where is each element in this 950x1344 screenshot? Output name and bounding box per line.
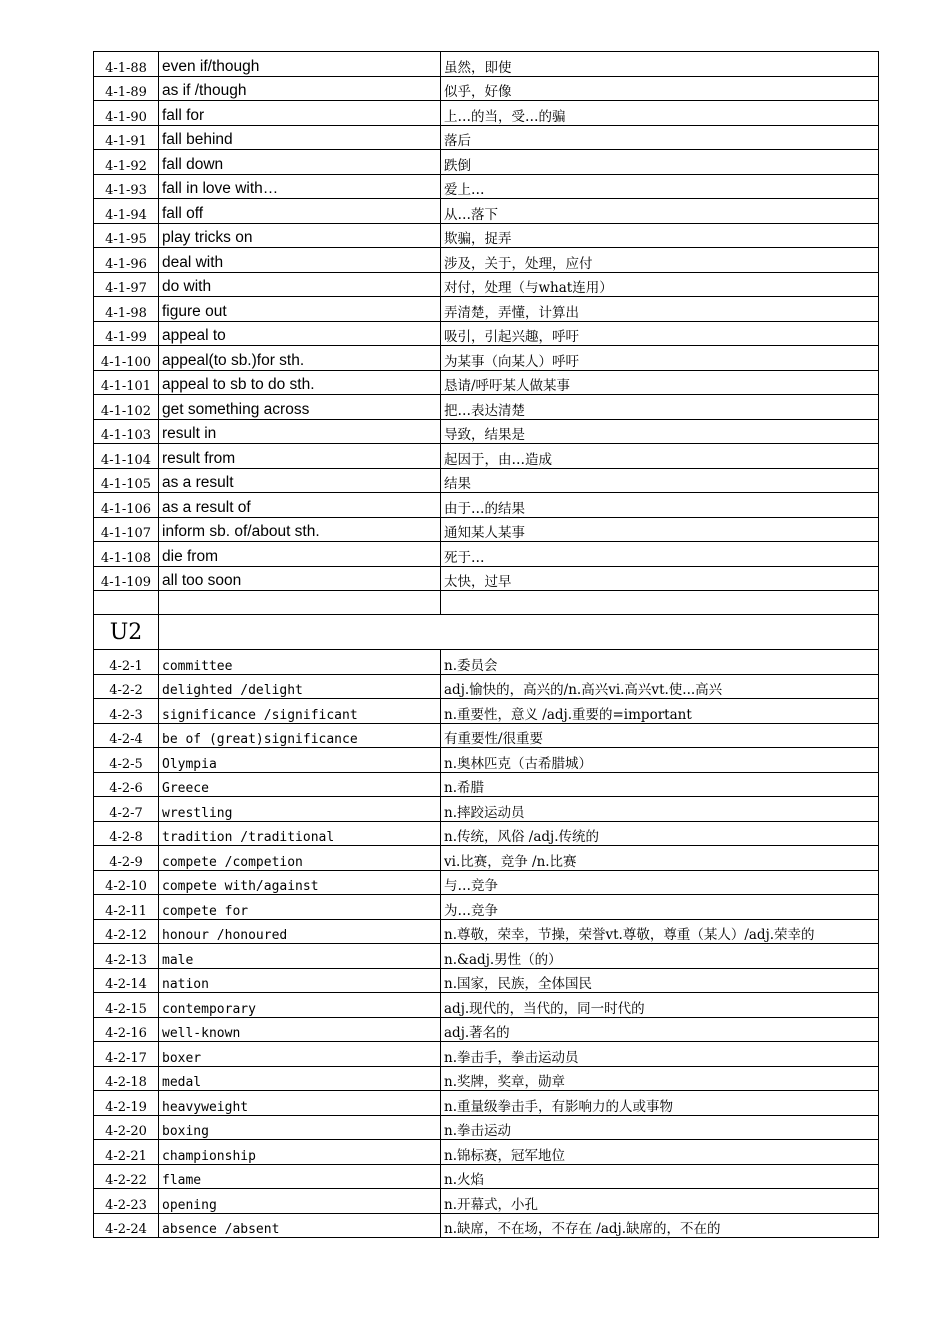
table-row — [94, 395, 879, 420]
entry-term: delighted /delight — [159, 674, 441, 699]
entry-meaning: 虽然，即使 — [441, 52, 879, 77]
entry-term: fall for — [159, 101, 441, 126]
entry-term: committee — [159, 650, 441, 675]
table-row — [94, 1164, 879, 1189]
entry-meaning: 死于… — [441, 542, 879, 567]
table-row — [94, 1213, 879, 1238]
table-row — [94, 321, 879, 346]
table-row — [94, 150, 879, 175]
entry-term: contemporary — [159, 993, 441, 1018]
vocabulary-table — [93, 51, 879, 1238]
entry-meaning: n.重要性，意义 /adj.重要的=important — [441, 699, 879, 724]
entry-meaning: 吸引，引起兴趣，呼吁 — [441, 321, 879, 346]
entry-meaning: 弄清楚，弄懂，计算出 — [441, 297, 879, 322]
table-row — [94, 542, 879, 567]
entry-term: boxer — [159, 1042, 441, 1067]
entry-id: 4-1-107 — [94, 517, 159, 542]
entry-meaning: 有重要性/很重要 — [441, 723, 879, 748]
entry-meaning: n.奥林匹克（古希腊城） — [441, 748, 879, 773]
entry-id: 4-1-100 — [94, 346, 159, 371]
entry-id: 4-1-96 — [94, 248, 159, 273]
table-row — [94, 248, 879, 273]
entry-id: 4-1-103 — [94, 419, 159, 444]
entry-id: 4-1-94 — [94, 199, 159, 224]
entry-id: 4-2-21 — [94, 1140, 159, 1165]
table-row — [94, 223, 879, 248]
table-row — [94, 650, 879, 675]
entry-meaning: n.火焰 — [441, 1164, 879, 1189]
entry-id: 4-2-13 — [94, 944, 159, 969]
entry-id: 4-1-101 — [94, 370, 159, 395]
entry-term: championship — [159, 1140, 441, 1165]
entry-term: appeal to — [159, 321, 441, 346]
entry-term: even if/though — [159, 52, 441, 77]
entry-meaning: adj.著名的 — [441, 1017, 879, 1042]
entry-term: all too soon — [159, 566, 441, 591]
entry-id: 4-1-99 — [94, 321, 159, 346]
entry-id: 4-2-11 — [94, 895, 159, 920]
table-row — [94, 297, 879, 322]
table-row — [94, 1189, 879, 1214]
entry-id: 4-1-109 — [94, 566, 159, 591]
table-row — [94, 566, 879, 591]
entry-id: 4-1-106 — [94, 493, 159, 518]
entry-term: do with — [159, 272, 441, 297]
table-row — [94, 1091, 879, 1116]
entry-id: 4-2-19 — [94, 1091, 159, 1116]
table-row — [94, 101, 879, 126]
entry-id: 4-2-5 — [94, 748, 159, 773]
entry-id: 4-1-104 — [94, 444, 159, 469]
entry-term: flame — [159, 1164, 441, 1189]
entry-id: 4-1-102 — [94, 395, 159, 420]
entry-term: fall behind — [159, 125, 441, 150]
entry-id: 4-1-91 — [94, 125, 159, 150]
entry-id: 4-2-6 — [94, 772, 159, 797]
entry-term: compete /competion — [159, 846, 441, 871]
table-row — [94, 468, 879, 493]
entry-meaning: 通知某人某事 — [441, 517, 879, 542]
entry-meaning: 从…落下 — [441, 199, 879, 224]
entry-id: 4-1-98 — [94, 297, 159, 322]
entry-term: heavyweight — [159, 1091, 441, 1116]
blank-row — [94, 591, 879, 615]
entry-term: result in — [159, 419, 441, 444]
entry-term: be of (great)significance — [159, 723, 441, 748]
entry-meaning: n.&adj.男性（的） — [441, 944, 879, 969]
entry-term: figure out — [159, 297, 441, 322]
entry-id: 4-2-7 — [94, 797, 159, 822]
entry-meaning: n.委员会 — [441, 650, 879, 675]
table-row — [94, 517, 879, 542]
entry-term: significance /significant — [159, 699, 441, 724]
entry-term: play tricks on — [159, 223, 441, 248]
entry-id: 4-2-16 — [94, 1017, 159, 1042]
entry-term: die from — [159, 542, 441, 567]
entry-meaning: n.缺席，不在场，不存在 /adj.缺席的，不在的 — [441, 1213, 879, 1238]
table-row — [94, 1017, 879, 1042]
table-row — [94, 699, 879, 724]
entry-meaning: n.摔跤运动员 — [441, 797, 879, 822]
table-row — [94, 870, 879, 895]
entry-id: 4-2-15 — [94, 993, 159, 1018]
entry-meaning: 似乎，好像 — [441, 76, 879, 101]
entry-id: 4-2-4 — [94, 723, 159, 748]
entry-term: appeal(to sb.)for sth. — [159, 346, 441, 371]
entry-term: deal with — [159, 248, 441, 273]
empty-cell — [441, 591, 879, 615]
entry-id: 4-2-8 — [94, 821, 159, 846]
entry-meaning: 结果 — [441, 468, 879, 493]
entry-meaning: 爱上… — [441, 174, 879, 199]
entry-id: 4-2-17 — [94, 1042, 159, 1067]
entry-term: fall in love with… — [159, 174, 441, 199]
entry-meaning: 与…竞争 — [441, 870, 879, 895]
table-row — [94, 76, 879, 101]
entry-id: 4-2-18 — [94, 1066, 159, 1091]
entry-term: as if /though — [159, 76, 441, 101]
table-row — [94, 674, 879, 699]
entry-meaning: 导致，结果是 — [441, 419, 879, 444]
table-row — [94, 419, 879, 444]
table-row — [94, 1115, 879, 1140]
entry-term: appeal to sb to do sth. — [159, 370, 441, 395]
entry-term: as a result of — [159, 493, 441, 518]
entry-meaning: 为…竞争 — [441, 895, 879, 920]
table-row — [94, 174, 879, 199]
entry-meaning: 把…表达清楚 — [441, 395, 879, 420]
entry-term: wrestling — [159, 797, 441, 822]
entry-id: 4-1-92 — [94, 150, 159, 175]
table-row — [94, 370, 879, 395]
entry-id: 4-2-1 — [94, 650, 159, 675]
entry-meaning: vi.比赛，竞争 /n.比赛 — [441, 846, 879, 871]
table-row — [94, 52, 879, 77]
entry-meaning: n.传统，风俗 /adj.传统的 — [441, 821, 879, 846]
entry-meaning: 由于…的结果 — [441, 493, 879, 518]
entry-term: tradition /traditional — [159, 821, 441, 846]
table-row — [94, 748, 879, 773]
entry-meaning: n.奖牌，奖章，勋章 — [441, 1066, 879, 1091]
entry-id: 4-2-9 — [94, 846, 159, 871]
entry-meaning: adj.愉快的，高兴的/n.高兴vi.高兴vt.使...高兴 — [441, 674, 879, 699]
entry-id: 4-2-14 — [94, 968, 159, 993]
table-row — [94, 1042, 879, 1067]
entry-term: compete with/against — [159, 870, 441, 895]
entry-meaning: 上…的当，受…的骗 — [441, 101, 879, 126]
entry-meaning: n.锦标赛，冠军地位 — [441, 1140, 879, 1165]
entry-id: 4-2-2 — [94, 674, 159, 699]
table-row — [94, 1140, 879, 1165]
table-row — [94, 272, 879, 297]
entry-meaning: 起因于，由…造成 — [441, 444, 879, 469]
entry-term: medal — [159, 1066, 441, 1091]
entry-term: Olympia — [159, 748, 441, 773]
table-row — [94, 493, 879, 518]
entry-term: fall off — [159, 199, 441, 224]
entry-id: 4-2-10 — [94, 870, 159, 895]
entry-term: boxing — [159, 1115, 441, 1140]
entry-id: 4-2-22 — [94, 1164, 159, 1189]
entry-term: opening — [159, 1189, 441, 1214]
table-row — [94, 444, 879, 469]
entry-term: male — [159, 944, 441, 969]
table-row — [94, 846, 879, 871]
table-row — [94, 346, 879, 371]
table-row — [94, 895, 879, 920]
table-row — [94, 821, 879, 846]
entry-id: 4-2-23 — [94, 1189, 159, 1214]
table-row — [94, 919, 879, 944]
entry-meaning: 欺骗，捉弄 — [441, 223, 879, 248]
table-row — [94, 125, 879, 150]
entry-meaning: n.尊敬，荣幸，节操，荣誉vt.尊敬，尊重（某人）/adj.荣幸的 — [441, 919, 879, 944]
entry-id: 4-2-12 — [94, 919, 159, 944]
entry-id: 4-1-97 — [94, 272, 159, 297]
entry-meaning: 跌倒 — [441, 150, 879, 175]
entry-id: 4-1-88 — [94, 52, 159, 77]
entry-term: fall down — [159, 150, 441, 175]
entry-id: 4-1-90 — [94, 101, 159, 126]
table-row — [94, 993, 879, 1018]
entry-term: as a result — [159, 468, 441, 493]
entry-id: 4-1-105 — [94, 468, 159, 493]
table-row — [94, 968, 879, 993]
table-row — [94, 199, 879, 224]
entry-term: result from — [159, 444, 441, 469]
entry-meaning: 恳请/呼吁某人做某事 — [441, 370, 879, 395]
vocabulary-table-body — [94, 52, 879, 1238]
entry-id: 4-2-24 — [94, 1213, 159, 1238]
entry-id: 4-2-20 — [94, 1115, 159, 1140]
entry-id: 4-1-95 — [94, 223, 159, 248]
entry-meaning: n.拳击手，拳击运动员 — [441, 1042, 879, 1067]
entry-meaning: 为某事（向某人）呼吁 — [441, 346, 879, 371]
entry-id: 4-1-93 — [94, 174, 159, 199]
entry-meaning: n.重量级拳击手，有影响力的人或事物 — [441, 1091, 879, 1116]
empty-cell — [94, 591, 159, 615]
entry-term: honour /honoured — [159, 919, 441, 944]
entry-meaning: n.国家，民族，全体国民 — [441, 968, 879, 993]
entry-term: inform sb. of/about sth. — [159, 517, 441, 542]
table-row — [94, 797, 879, 822]
table-row — [94, 772, 879, 797]
entry-term: get something across — [159, 395, 441, 420]
table-row — [94, 944, 879, 969]
entry-meaning: 落后 — [441, 125, 879, 150]
entry-term: absence /absent — [159, 1213, 441, 1238]
entry-meaning: 涉及，关于，处理，应付 — [441, 248, 879, 273]
entry-term: Greece — [159, 772, 441, 797]
entry-meaning: n.拳击运动 — [441, 1115, 879, 1140]
entry-meaning: 对付，处理（与what连用） — [441, 272, 879, 297]
table-row — [94, 1066, 879, 1091]
entry-term: compete for — [159, 895, 441, 920]
unit-header-spacer — [159, 615, 879, 650]
entry-meaning: 太快，过早 — [441, 566, 879, 591]
table-row — [94, 723, 879, 748]
entry-term: well-known — [159, 1017, 441, 1042]
entry-id: 4-2-3 — [94, 699, 159, 724]
empty-cell — [159, 591, 441, 615]
entry-meaning: adj.现代的，当代的，同一时代的 — [441, 993, 879, 1018]
entry-meaning: n.希腊 — [441, 772, 879, 797]
entry-id: 4-1-89 — [94, 76, 159, 101]
entry-meaning: n.开幕式，小孔 — [441, 1189, 879, 1214]
entry-term: nation — [159, 968, 441, 993]
unit-label: U2 — [94, 615, 159, 650]
unit-header-row — [94, 615, 879, 650]
entry-id: 4-1-108 — [94, 542, 159, 567]
